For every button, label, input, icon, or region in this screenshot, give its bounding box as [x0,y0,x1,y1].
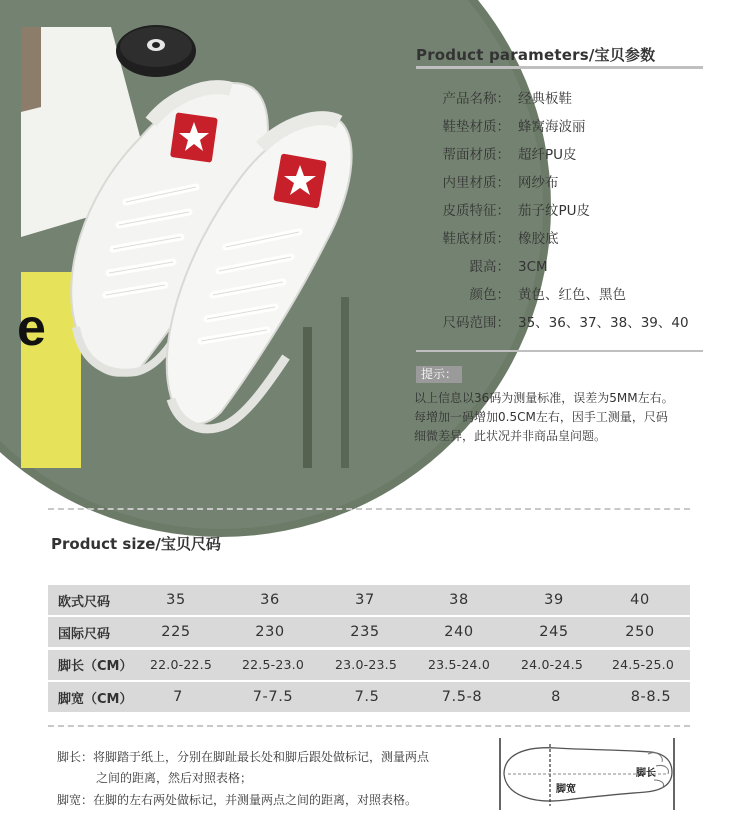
tip-line: 细微差异，此状况并非商品皇问题。 [414,429,607,443]
param-row-size-range [422,311,689,331]
size-cell: 240 [444,624,474,641]
param-row-color [422,283,626,303]
size-cell: 23.5-24.0 [428,656,490,672]
size-cell: 24.0-24.5 [521,656,583,672]
size-cell: 39 [544,592,564,608]
size-cell: 7.5-8 [441,689,483,706]
param-label: 皮质特征： [442,203,510,219]
param-label: 尺码范围： [442,315,510,331]
size-row-foot-width [48,682,690,712]
foot-measure-diagram [496,736,686,812]
param-value: 网纱布 [518,175,559,191]
param-row-insole [422,115,586,135]
size-cell: 8-8.5 [630,689,672,706]
param-value: 35、36、37、38、39、40 [518,315,689,331]
param-row-heel [422,255,548,275]
params-title: Product parameters/宝贝参数 [416,46,656,64]
size-cell: 36 [260,592,280,608]
param-row-sole [422,227,559,247]
param-value: 黄色、红色、黑色 [518,287,626,303]
foot-outline-icon [496,736,686,812]
product-photo [17,27,395,468]
size-row-head: 脚宽（CM） [58,691,133,707]
section-divider [48,508,690,510]
param-value: 橡胶底 [518,231,559,247]
param-label: 内里材质： [442,175,510,191]
param-label: 鞋垫材质： [442,119,510,135]
tip-badge: 提示： [416,366,462,383]
size-title: Product size/宝贝尺码 [51,535,221,553]
param-value: 3CM [518,259,548,275]
size-cell: 7.5 [354,689,380,706]
note-foot-width: 脚宽：在脚的左右两处做标记，并测量两点之间的距离，对照表格。 [57,793,418,807]
size-cell: 7 [173,689,183,706]
size-cell: 8 [551,689,561,706]
section-divider-bottom [48,725,690,727]
size-cell: 23.0-23.5 [335,656,397,672]
size-cell: 35 [166,592,186,608]
diagram-length-label: 脚长 [636,768,656,779]
size-cell: 225 [161,624,191,641]
size-cell: 22.0-22.5 [150,656,212,672]
note-foot-length-cont: 之间的距离，然后对照表格； [96,771,253,785]
param-label: 颜色： [469,287,510,303]
param-value: 茄子纹PU皮 [518,203,591,219]
size-cell: 38 [449,592,469,608]
sign-letter: e [17,299,46,357]
size-cell: 245 [539,624,569,641]
params-divider-bottom [416,350,703,352]
diagram-width-label: 脚宽 [556,784,576,795]
size-cell: 40 [630,592,650,608]
size-row-eu [48,585,690,615]
size-row-head: 脚长（CM） [58,659,133,675]
param-value: 超纤PU皮 [518,147,577,163]
param-row-name [422,87,572,107]
size-row-intl [48,617,690,647]
size-table [48,585,690,715]
size-cell: 250 [625,624,655,641]
size-cell: 22.5-23.0 [242,656,304,672]
param-label: 跟高： [469,259,510,275]
size-row-foot-length [48,650,690,680]
param-label: 鞋底材质： [442,231,510,247]
params-divider [416,66,703,69]
param-label: 产品名称： [442,91,510,107]
size-cell: 230 [255,624,285,641]
size-cell: 7-7.5 [252,689,294,706]
size-cell: 24.5-25.0 [612,656,674,672]
size-row-head: 欧式尺码 [58,594,111,610]
param-row-upper [422,143,577,163]
param-row-leather [422,199,590,219]
param-label: 帮面材质： [442,147,510,163]
note-foot-length: 脚长：将脚踏于纸上，分别在脚趾最长处和脚后跟处做标记，测量两点 [57,750,430,764]
tip-line: 以上信息以36码为测量标准，误差为5MM左右。 [414,391,674,405]
size-cell: 235 [350,624,380,641]
sneaker-illustration [17,27,395,468]
param-row-lining [422,171,559,191]
tip-line: 每增加一码增加0.5CM左右，因手工测量，尺码 [414,410,668,424]
size-row-head: 国际尺码 [58,626,111,642]
param-value: 经典板鞋 [518,91,572,107]
size-cell: 37 [355,592,375,608]
param-value: 蜂窝海波丽 [518,119,586,135]
